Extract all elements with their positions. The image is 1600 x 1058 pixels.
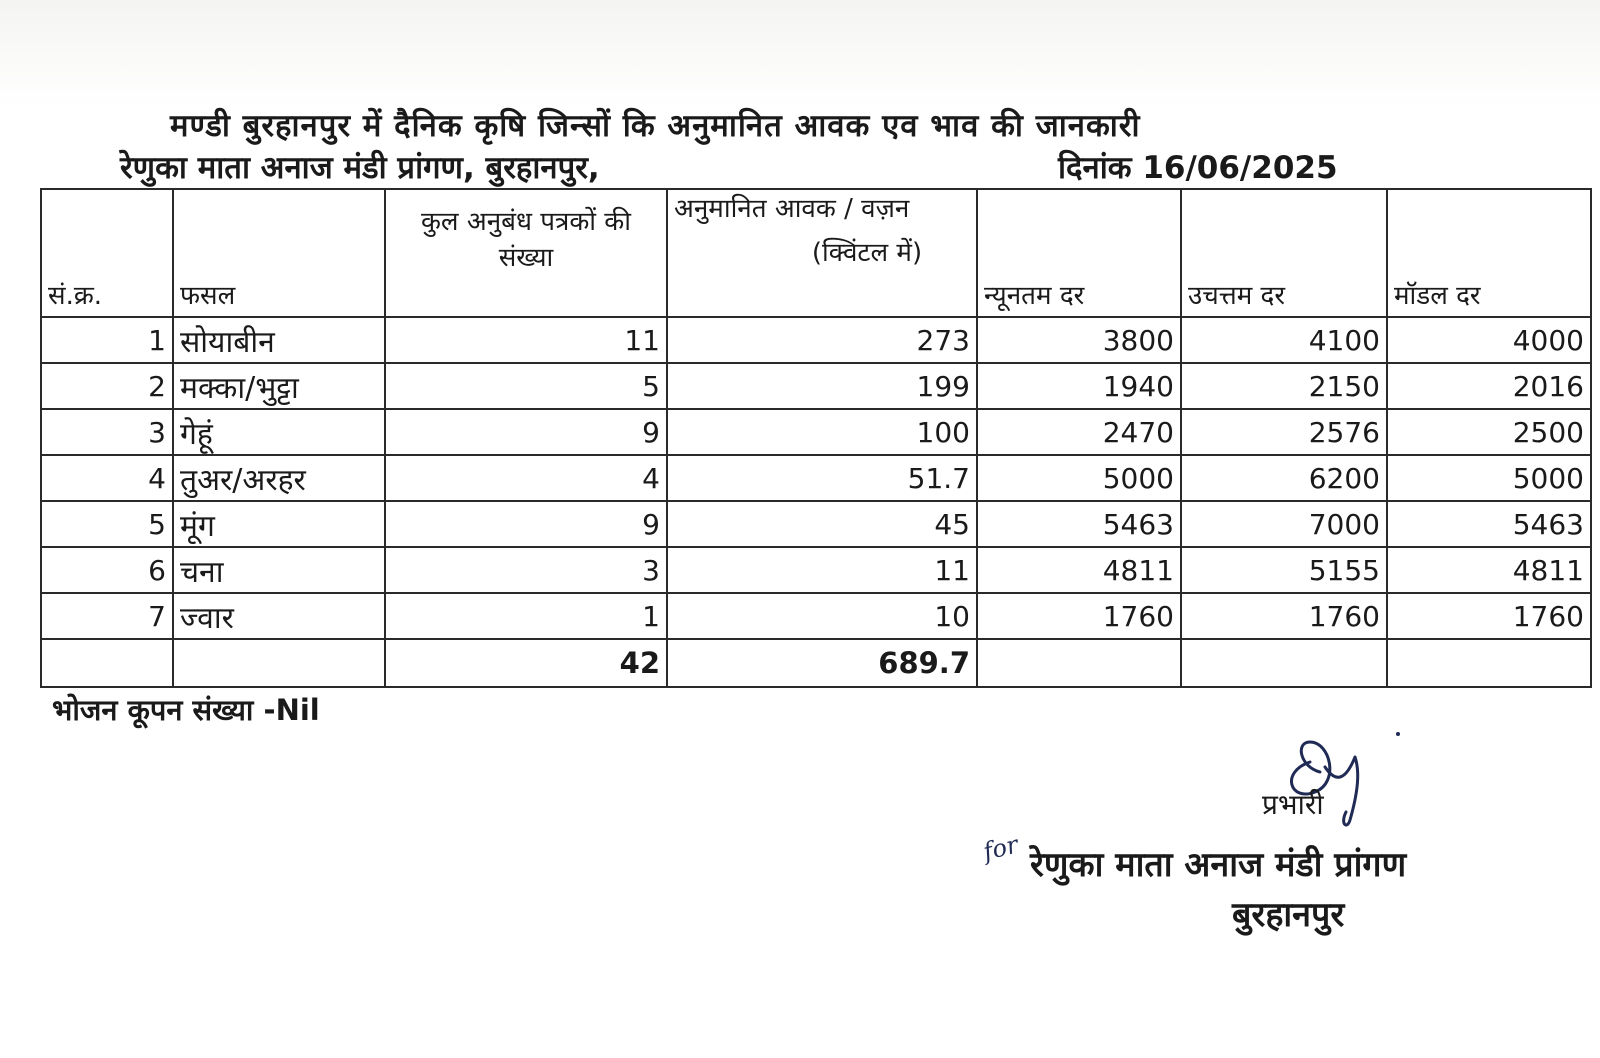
cell-crop: मक्का/भुट्टा xyxy=(173,363,385,409)
cell-arrival: 199 xyxy=(667,363,977,409)
cell-crop: मूंग xyxy=(173,501,385,547)
header-contracts: कुल अनुबंध पत्रकों की संख्या xyxy=(385,189,667,317)
header-arrival xyxy=(667,189,977,317)
cell-min-rate: 5000 xyxy=(977,455,1181,501)
header-crop: फसल xyxy=(173,189,385,317)
cell-modal-rate: 5463 xyxy=(1387,501,1591,547)
cell-max-rate: 7000 xyxy=(1181,501,1387,547)
cell-min-rate: 1940 xyxy=(977,363,1181,409)
cell-arrival: 273 xyxy=(667,317,977,363)
total-contracts: 42 xyxy=(385,639,667,687)
cell-sno: 4 xyxy=(41,455,173,501)
document-title: मण्डी बुरहानपुर में दैनिक कृषि जिन्सों कि अनुमानित आवक एव भाव की जानकारी xyxy=(170,108,1141,144)
table-row xyxy=(41,501,1591,547)
cell-arrival: 45 xyxy=(667,501,977,547)
table-row xyxy=(41,593,1591,639)
cell-crop: तुअर/अरहर xyxy=(173,455,385,501)
cell-modal-rate: 2016 xyxy=(1387,363,1591,409)
totals-row xyxy=(41,639,1591,687)
cell-arrival: 10 xyxy=(667,593,977,639)
totals-empty-min xyxy=(977,639,1181,687)
office-name: रेणुका माता अनाज मंडी प्रांगण xyxy=(1030,845,1407,885)
header-max-rate: उचत्तम दर xyxy=(1181,189,1387,317)
header-arrival-label: अनुमानित आवक / वज़न xyxy=(674,194,910,224)
cell-sno: 3 xyxy=(41,409,173,455)
total-arrival: 689.7 xyxy=(667,639,977,687)
in-charge-label: प्रभारी xyxy=(1262,788,1324,821)
cell-contracts: 1 xyxy=(385,593,667,639)
cell-sno: 1 xyxy=(41,317,173,363)
cell-max-rate: 1760 xyxy=(1181,593,1387,639)
table-header-row xyxy=(41,189,1591,317)
cell-contracts: 4 xyxy=(385,455,667,501)
report-date: दिनांक 16/06/2025 xyxy=(1058,150,1338,186)
cell-modal-rate: 1760 xyxy=(1387,593,1591,639)
cell-min-rate: 4811 xyxy=(977,547,1181,593)
header-min-rate: न्यूनतम दर xyxy=(977,189,1181,317)
cell-modal-rate: 2500 xyxy=(1387,409,1591,455)
cell-arrival: 51.7 xyxy=(667,455,977,501)
mandi-location: रेणुका माता अनाज मंडी प्रांगण, बुरहानपुर, xyxy=(120,150,600,186)
table-row xyxy=(41,317,1591,363)
header-sno: सं.क्र. xyxy=(41,189,173,317)
table-row xyxy=(41,547,1591,593)
cell-sno: 6 xyxy=(41,547,173,593)
header-modal-rate: मॉडल दर xyxy=(1387,189,1591,317)
cell-contracts: 9 xyxy=(385,409,667,455)
cell-contracts: 5 xyxy=(385,363,667,409)
table-row xyxy=(41,455,1591,501)
totals-empty-modal xyxy=(1387,639,1591,687)
cell-modal-rate: 5000 xyxy=(1387,455,1591,501)
cell-crop: सोयाबीन xyxy=(173,317,385,363)
cell-arrival: 11 xyxy=(667,547,977,593)
for-mark-text: for xyxy=(980,830,1021,866)
cell-max-rate: 2150 xyxy=(1181,363,1387,409)
table-row xyxy=(41,409,1591,455)
cell-max-rate: 6200 xyxy=(1181,455,1387,501)
rates-table xyxy=(40,188,1592,688)
cell-crop: ज्वार xyxy=(173,593,385,639)
table-row xyxy=(41,363,1591,409)
cell-contracts: 11 xyxy=(385,317,667,363)
office-city: बुरहानपुर xyxy=(1232,895,1345,935)
cell-arrival: 100 xyxy=(667,409,977,455)
cell-sno: 2 xyxy=(41,363,173,409)
cell-max-rate: 5155 xyxy=(1181,547,1387,593)
food-coupon-count: भोजन कूपन संख्या -Nil xyxy=(52,693,320,727)
cell-min-rate: 5463 xyxy=(977,501,1181,547)
header-arrival-unit: (क्विंटल में) xyxy=(811,238,923,268)
cell-crop: चना xyxy=(173,547,385,593)
totals-empty-crop xyxy=(173,639,385,687)
cell-max-rate: 2576 xyxy=(1181,409,1387,455)
totals-empty-max xyxy=(1181,639,1387,687)
cell-min-rate: 3800 xyxy=(977,317,1181,363)
cell-crop: गेहूं xyxy=(173,409,385,455)
cell-sno: 7 xyxy=(41,593,173,639)
cell-modal-rate: 4000 xyxy=(1387,317,1591,363)
cell-sno: 5 xyxy=(41,501,173,547)
cell-contracts: 9 xyxy=(385,501,667,547)
totals-empty-sno xyxy=(41,639,173,687)
cell-min-rate: 1760 xyxy=(977,593,1181,639)
cell-max-rate: 4100 xyxy=(1181,317,1387,363)
cell-contracts: 3 xyxy=(385,547,667,593)
cell-min-rate: 2470 xyxy=(977,409,1181,455)
cell-modal-rate: 4811 xyxy=(1387,547,1591,593)
